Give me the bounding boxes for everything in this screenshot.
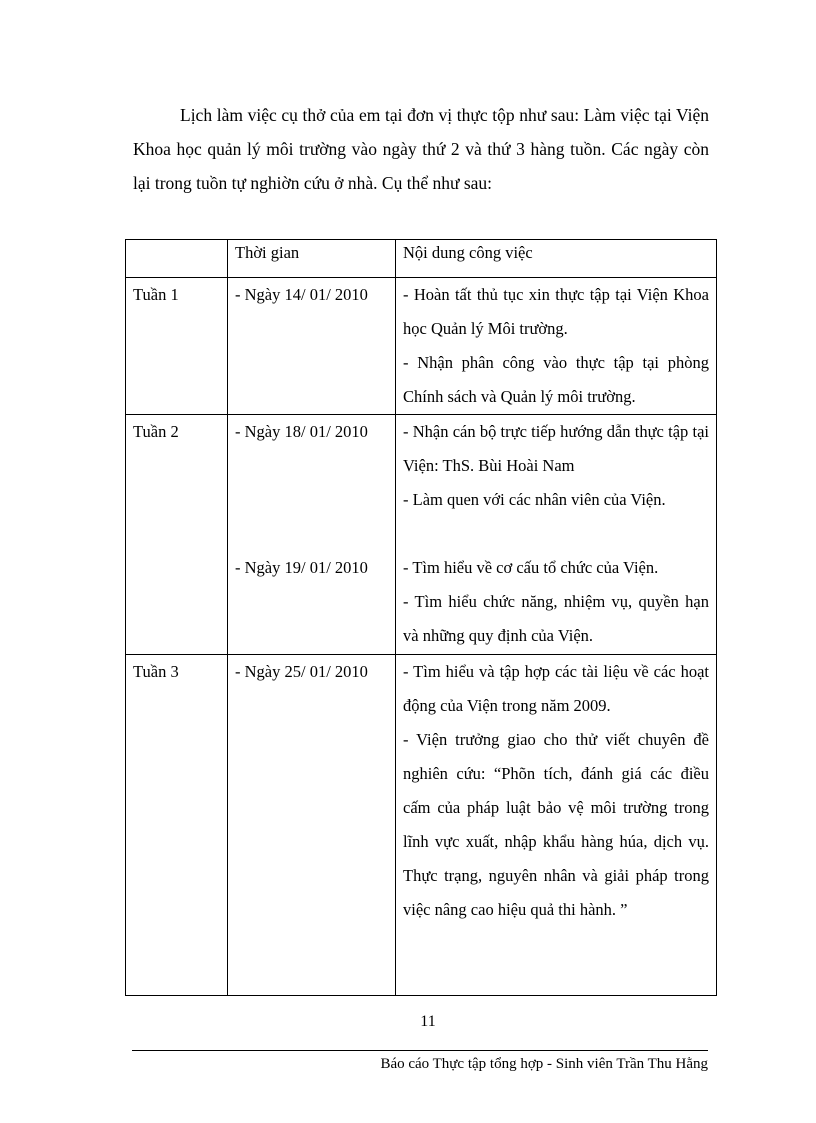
task-item: - Hoàn tất thủ tục xin thực tập tại Viện Khoa học Quản lý Môi trường.	[403, 285, 709, 338]
page-footer: Báo cáo Thực tập tổng hợp - Sinh viên Trần Thu Hằng	[380, 1056, 708, 1072]
content-cell	[396, 655, 717, 996]
table-row-week-2	[126, 415, 717, 655]
task-item: - Viện trưởng giao cho thử viết chuyên đề nghiên cứu: “Phõn tích, đánh giá các điều cấm của pháp luật bảo vệ môi trường trong lĩnh vực xuất, nhập khẩu hàng húa, dịch vụ. Thực trạng, nguyên nhân và giải pháp trong việc nâng cao hiệu quả thi hành. ”	[403, 730, 709, 919]
table-row-week-3	[126, 655, 717, 996]
task-item: - Tìm hiểu về cơ cấu tổ chức của Viện.	[403, 558, 659, 577]
page-number: 11	[420, 1013, 436, 1030]
header-time-cell: Thời gian	[228, 240, 396, 278]
task-item: - Nhận cán bộ trực tiếp hướng dẫn thực tập tại Viện: ThS. Bùi Hoài Nam	[403, 422, 709, 475]
header-week-cell	[126, 240, 228, 278]
date-cell: - Ngày 25/ 01/ 2010	[228, 655, 396, 996]
intro-paragraph: Lịch làm việc cụ thở của em tại đơn vị thực tộp như sau: Làm việc tại Viện Khoa học quản lý môi trường vào ngày thứ 2 và thứ 3 hàng tuồn. Các ngày còn lại trong tuồn tự nghiờn cứu ở nhà. Cụ thể như sau:	[133, 105, 709, 193]
task-item: - Tìm hiểu chức năng, nhiệm vụ, quyền hạn và những quy định của Viện.	[403, 592, 709, 645]
intro-section	[133, 98, 709, 200]
work-schedule-table	[125, 239, 717, 996]
date-cell	[228, 415, 396, 655]
footer-divider	[132, 1050, 708, 1051]
header-content-cell: Nội dung công việc	[396, 240, 717, 278]
task-item: - Nhận phân công vào thực tập tại phòng Chính sách và Quản lý môi trường.	[403, 353, 709, 406]
date-entry: - Ngày 18/ 01/ 2010	[235, 422, 368, 441]
table-row-week-1	[126, 278, 717, 415]
table-header-row	[126, 240, 717, 278]
date-entry: - Ngày 19/ 01/ 2010	[235, 558, 368, 577]
task-item: - Làm quen với các nhân viên của Viện.	[403, 490, 666, 509]
week-label: Tuần 1	[126, 278, 228, 415]
week-label: Tuần 3	[126, 655, 228, 996]
content-cell	[396, 415, 717, 655]
week-label: Tuần 2	[126, 415, 228, 655]
date-cell: - Ngày 14/ 01/ 2010	[228, 278, 396, 415]
content-cell	[396, 278, 717, 415]
task-item: - Tìm hiểu và tập hợp các tài liệu về các hoạt động của Viện trong năm 2009.	[403, 662, 709, 715]
